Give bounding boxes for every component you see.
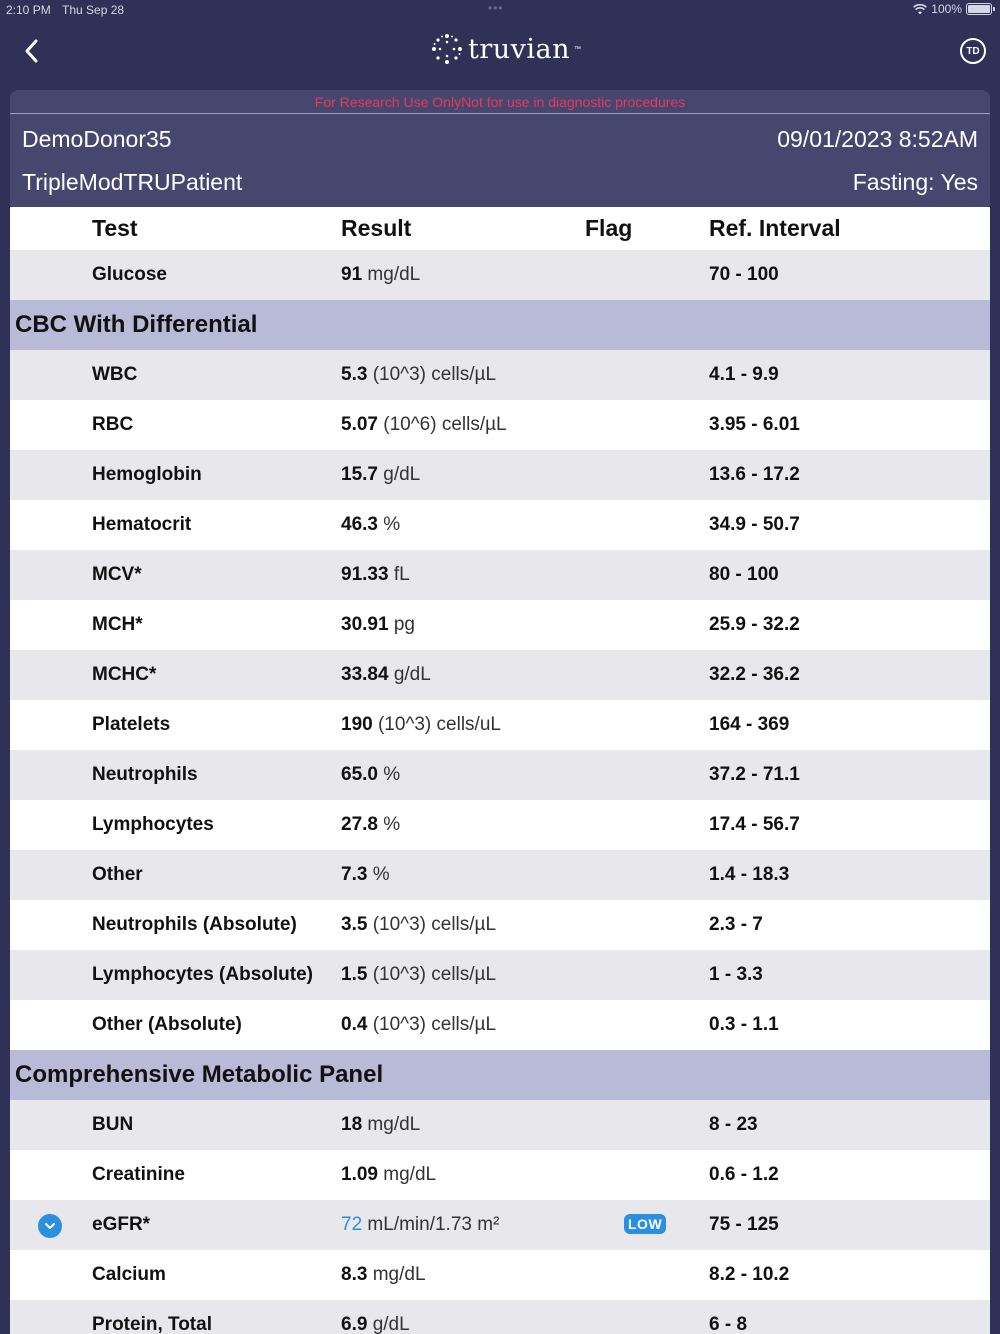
battery-icon: [966, 3, 992, 15]
table-row[interactable]: [10, 500, 990, 550]
table-row[interactable]: [10, 350, 990, 400]
result-unit: %: [372, 864, 390, 885]
ref-interval: 4.1 - 9.9: [709, 364, 779, 385]
result-cell: [341, 764, 400, 786]
test-name: MCHC*: [92, 664, 157, 685]
ref-interval: 34.9 - 50.7: [709, 514, 800, 535]
table-row[interactable]: [10, 1000, 990, 1050]
test-name: Neutrophils: [92, 764, 198, 785]
logo-text: truvian: [468, 33, 571, 65]
results-card: [10, 90, 990, 1334]
battery-percent: 100%: [931, 2, 962, 16]
table-row[interactable]: [10, 600, 990, 650]
chevron-left-icon: [20, 36, 44, 66]
ref-interval: 75 - 125: [709, 1214, 779, 1235]
ref-interval: 32.2 - 36.2: [709, 664, 800, 685]
table-row[interactable]: [10, 250, 990, 300]
result-value: 7.3: [341, 864, 368, 885]
test-name: Calcium: [92, 1264, 166, 1285]
result-unit: (10^3) cells/µL: [372, 364, 497, 385]
result-cell: [341, 964, 496, 986]
column-header-ref-interval: Ref. Interval: [709, 215, 841, 241]
table-row[interactable]: [10, 1200, 990, 1250]
result-cell: [341, 514, 400, 536]
ref-interval: 1.4 - 18.3: [709, 864, 790, 885]
ref-interval: 1 - 3.3: [709, 964, 763, 985]
result-value: 33.84: [341, 664, 389, 685]
ref-interval: 6 - 8: [709, 1314, 748, 1334]
table-row[interactable]: [10, 700, 990, 750]
result-unit: %: [383, 814, 401, 835]
table-row[interactable]: [10, 550, 990, 600]
result-unit: pg: [393, 614, 415, 635]
test-name: MCV*: [92, 564, 142, 585]
result-value: 5.3: [341, 364, 368, 385]
user-avatar-button[interactable]: TD: [960, 38, 986, 64]
result-cell: [341, 264, 420, 286]
result-unit: %: [383, 514, 401, 535]
flag-badge-low: LOW: [624, 1214, 666, 1234]
result-cell: [341, 914, 496, 936]
result-value: 190: [341, 714, 373, 735]
column-header-test: Test: [92, 215, 138, 241]
ref-interval: 2.3 - 7: [709, 914, 763, 935]
table-row[interactable]: [10, 650, 990, 700]
result-value: 46.3: [341, 514, 378, 535]
result-unit: %: [383, 764, 401, 785]
result-value: 0.4: [341, 1014, 368, 1035]
result-value: 18: [341, 1114, 363, 1135]
table-row[interactable]: [10, 800, 990, 850]
table-row[interactable]: [10, 1250, 990, 1300]
ref-interval: 37.2 - 71.1: [709, 764, 800, 785]
result-unit: mL/min/1.73 m²: [367, 1214, 500, 1235]
result-unit: mg/dL: [367, 264, 421, 285]
test-name: Glucose: [92, 264, 167, 285]
result-unit: mg/dL: [383, 1164, 437, 1185]
result-unit: g/dL: [393, 664, 431, 685]
ref-interval: 17.4 - 56.7: [709, 814, 800, 835]
result-cell: [341, 414, 507, 436]
result-cell: [341, 1214, 499, 1236]
test-name: Lymphocytes: [92, 814, 214, 835]
ref-interval: 164 - 369: [709, 714, 790, 735]
result-cell: [341, 564, 410, 586]
result-value: 3.5: [341, 914, 368, 935]
test-name: BUN: [92, 1114, 134, 1135]
table-row[interactable]: [10, 750, 990, 800]
ref-interval: 8.2 - 10.2: [709, 1264, 790, 1285]
ref-interval: 0.6 - 1.2: [709, 1164, 779, 1185]
result-value: 65.0: [341, 764, 378, 785]
result-value: 1.5: [341, 964, 368, 985]
cbc-rows: [10, 350, 990, 1050]
result-value: 1.09: [341, 1164, 378, 1185]
test-name: eGFR*: [92, 1214, 151, 1235]
status-bar: [0, 0, 1000, 22]
test-name: Lymphocytes (Absolute): [92, 964, 313, 985]
test-name: RBC: [92, 414, 134, 435]
ref-interval: 80 - 100: [709, 564, 779, 585]
test-name: MCH*: [92, 614, 143, 635]
table-row[interactable]: [10, 900, 990, 950]
table-row[interactable]: [10, 1300, 990, 1334]
result-value: 27.8: [341, 814, 378, 835]
result-cell: [341, 614, 415, 636]
table-row[interactable]: [10, 850, 990, 900]
status-date: Thu Sep 28: [62, 3, 125, 17]
patient-type: TripleModTRUPatient: [22, 169, 243, 195]
truvian-logo: [430, 32, 581, 66]
table-row[interactable]: [10, 950, 990, 1000]
result-value: 6.9: [341, 1314, 368, 1334]
test-name: Hemoglobin: [92, 464, 202, 485]
test-name: Hematocrit: [92, 514, 192, 535]
test-name: WBC: [92, 364, 138, 385]
table-row[interactable]: [10, 1150, 990, 1200]
ref-interval: 13.6 - 17.2: [709, 464, 800, 485]
result-unit: (10^6) cells/µL: [383, 414, 507, 435]
result-unit: (10^3) cells/µL: [372, 1014, 497, 1035]
multitasking-dots-icon[interactable]: •••: [488, 1, 504, 15]
status-time: 2:10 PM: [6, 3, 51, 17]
ref-interval: 8 - 23: [709, 1114, 758, 1135]
cmp-rows: [10, 1100, 990, 1334]
test-name: Neutrophils (Absolute): [92, 914, 297, 935]
test-name: Platelets: [92, 714, 171, 735]
fasting-status: Fasting: Yes: [852, 169, 978, 195]
test-name: Other (Absolute): [92, 1014, 242, 1035]
result-cell: [341, 1164, 436, 1186]
chevron-down-icon[interactable]: [38, 1214, 62, 1238]
ref-interval: 25.9 - 32.2: [709, 614, 800, 635]
result-cell: [341, 864, 390, 886]
test-name: Creatinine: [92, 1164, 185, 1185]
patient-header: [10, 114, 990, 207]
result-unit: g/dL: [372, 1314, 410, 1334]
section-header-cbc: CBC With Differential: [10, 300, 990, 350]
nav-bar: [0, 22, 1000, 84]
result-value: 8.3: [341, 1264, 368, 1285]
research-use-banner: For Research Use OnlyNot for use in diagnostic procedures: [10, 90, 990, 114]
logo-dots-icon: [430, 32, 464, 66]
table-row[interactable]: [10, 1100, 990, 1150]
result-cell: [341, 364, 496, 386]
result-value: 72: [341, 1214, 363, 1235]
result-cell: [341, 1314, 410, 1334]
ref-interval: 70 - 100: [709, 264, 779, 285]
table-header: [10, 207, 990, 250]
column-header-result: Result: [341, 215, 412, 241]
result-unit: mg/dL: [372, 1264, 426, 1285]
result-unit: (10^3) cells/uL: [377, 714, 501, 735]
result-unit: fL: [393, 564, 410, 585]
table-row[interactable]: [10, 400, 990, 450]
result-cell: [341, 814, 400, 836]
patient-name: DemoDonor35: [22, 126, 172, 152]
logo-trademark: ™: [574, 45, 582, 53]
result-cell: [341, 1014, 496, 1036]
result-unit: g/dL: [383, 464, 421, 485]
result-value: 30.91: [341, 614, 389, 635]
result-cell: [341, 464, 420, 486]
result-cell: [341, 664, 431, 686]
result-unit: (10^3) cells/µL: [372, 914, 497, 935]
section-header-cmp: Comprehensive Metabolic Panel: [10, 1050, 990, 1100]
ref-interval: 3.95 - 6.01: [709, 414, 800, 435]
test-name: Protein, Total: [92, 1314, 212, 1334]
result-unit: (10^3) cells/µL: [372, 964, 497, 985]
ref-interval: 0.3 - 1.1: [709, 1014, 779, 1035]
result-cell: [341, 1264, 426, 1286]
result-cell: [341, 714, 501, 736]
result-value: 91.33: [341, 564, 389, 585]
status-indicators: [913, 2, 992, 16]
result-value: 5.07: [341, 414, 378, 435]
column-header-flag: Flag: [585, 215, 633, 241]
result-value: 91: [341, 264, 363, 285]
test-name: Other: [92, 864, 143, 885]
result-cell: [341, 1114, 420, 1136]
back-button[interactable]: [20, 36, 44, 66]
result-value: 15.7: [341, 464, 378, 485]
table-row[interactable]: [10, 450, 990, 500]
collection-datetime: 09/01/2023 8:52AM: [777, 126, 978, 152]
result-unit: mg/dL: [367, 1114, 421, 1135]
wifi-icon: [913, 4, 927, 15]
